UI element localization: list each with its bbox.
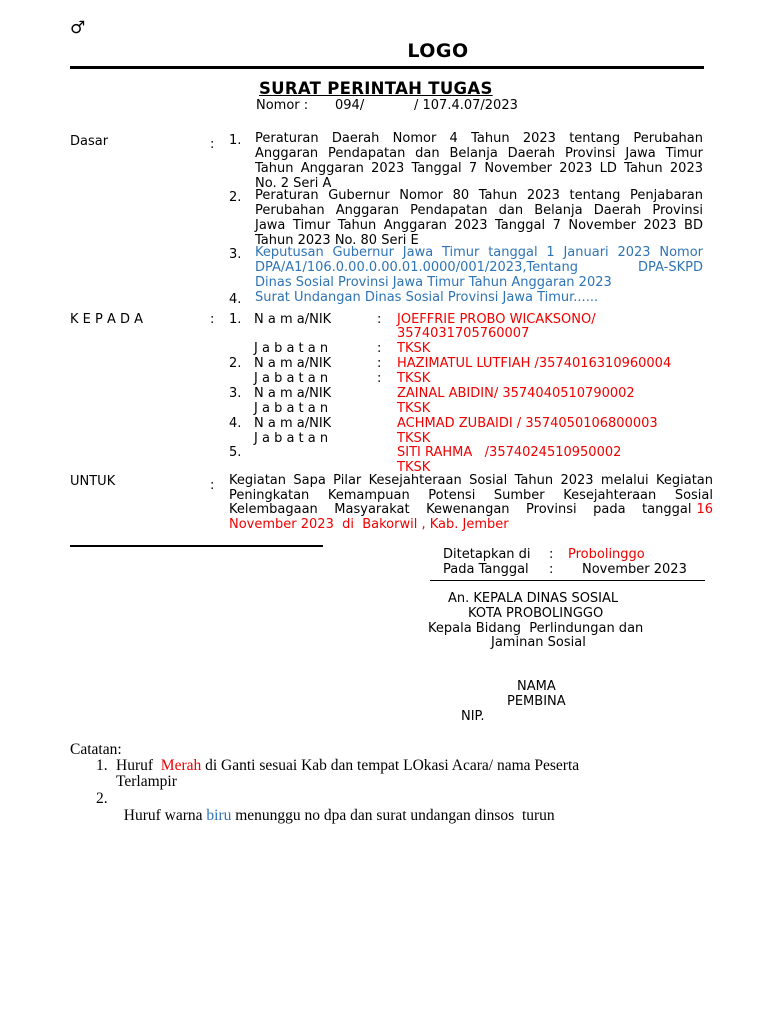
dasar-item-1-line-4: No. 2 Seri A — [255, 176, 332, 191]
signature-line-1: An. KEPALA DINAS SOSIAL — [448, 591, 619, 606]
person-1-jabatan: TKSK — [397, 341, 431, 356]
nomor-suffix: / 107.4.07/2023 — [414, 98, 518, 113]
untuk-line-4: November 2023 di Bakorwil , Kab. Jember — [229, 517, 509, 532]
catatan-blue-word: biru — [206, 807, 232, 824]
dasar-item-3-number: 3. — [229, 247, 242, 262]
person-1-nik: 3574031705760007 — [397, 326, 530, 341]
dasar-item-1-number: 1. — [229, 133, 242, 148]
signature-line-3: Kepala Bidang Perlindungan dan — [428, 621, 644, 636]
dasar-item-2-line-4: Tahun 2023 No. 80 Seri E — [255, 233, 419, 248]
person-3-name: ZAINAL ABIDIN/ 3574040510790002 — [397, 386, 635, 401]
untuk-line-1: Kegiatan Sapa Pilar Kesejahteraan Sosial Tahun 2023 melalui Kegiatan — [229, 473, 713, 488]
person-2-jabatan-label: J a b a t a n — [254, 371, 329, 386]
person-3-name-label: N a m a/NIK — [254, 386, 332, 401]
person-1-number: 1. — [229, 312, 242, 327]
catatan-title: Catatan: — [70, 741, 122, 758]
header-rule — [70, 66, 704, 69]
signatory-name: NAMA — [517, 679, 556, 694]
catatan-item-2-number: 2. — [96, 790, 108, 807]
dasar-item-1-line-2: Anggaran Pendapatan dan Belanja Daerah Provinsi Jawa Timur — [255, 146, 703, 161]
ditetapkan-label: Ditetapkan di — [443, 547, 531, 562]
signatory-nip: NIP. — [461, 709, 485, 724]
dasar-item-3-line-2: DPA/A1/106.0.00.0.00.01.0000/001/2023,Tentang DPA-SKPD — [255, 260, 703, 275]
dasar-item-1-line-1: Peraturan Daerah Nomor 4 Tahun 2023 tentang Perubahan — [255, 131, 703, 146]
person-4-name: ACHMAD ZUBAIDI / 3574050106800003 — [397, 416, 658, 431]
person-2-name-colon: : — [377, 356, 382, 371]
person-1-name: JOEFFRIE PROBO WICAKSONO/ — [397, 312, 596, 327]
tanggal-colon: : — [549, 562, 554, 577]
section-divider — [70, 545, 323, 547]
dasar-item-3-line-3: Dinas Sosial Provinsi Jawa Timur Tahun Anggaran 2023 — [255, 275, 612, 290]
person-3-jabatan: TKSK — [397, 401, 431, 416]
person-5-number: 5. — [229, 445, 242, 460]
logo-placeholder: LOGO — [407, 40, 469, 62]
catatan-item-1-lead: Huruf — [116, 757, 154, 774]
person-5-jabatan: TKSK — [397, 460, 431, 475]
dasar-label: Dasar — [70, 134, 109, 149]
person-2-jabatan-colon: : — [377, 371, 382, 386]
catatan-item-2 — [116, 790, 555, 824]
person-5-name: SITI RAHMA /3574024510950002 — [397, 445, 622, 460]
dasar-item-2-number: 2. — [229, 190, 242, 205]
person-2-number: 2. — [229, 356, 242, 371]
dasar-item-2-line-3: Jawa Timur Tahun Anggaran 2023 Tanggal 7 November 2023 BD — [255, 218, 703, 233]
catatan-item-1-number: 1. — [96, 757, 108, 774]
dasar-item-2-line-1: Peraturan Gubernur Nomor 80 Tahun 2023 tentang Penjabaran — [255, 188, 703, 203]
person-4-name-label: N a m a/NIK — [254, 416, 332, 431]
page-title: SURAT PERINTAH TUGAS — [259, 79, 493, 98]
person-1-name-colon: : — [377, 312, 382, 327]
signature-line-2: KOTA PROBOLINGGO — [468, 606, 604, 621]
untuk-line-3 — [229, 502, 713, 517]
kepada-label: K E P A D A — [70, 312, 144, 327]
signatory-rank: PEMBINA — [507, 694, 566, 709]
ditetapkan-rule — [430, 580, 705, 581]
dasar-colon: : — [210, 137, 215, 152]
person-2-name-label: N a m a/NIK — [254, 356, 332, 371]
untuk-date-day: 16 — [696, 502, 713, 517]
catatan-item-1-text: di Ganti sesuai Kab dan tempat LOkasi Acara/ nama Peserta — [205, 757, 580, 774]
catatan-item-2-text: menunggu no dpa dan surat undangan dinsos turun — [235, 807, 555, 824]
dasar-item-4-line-1: Surat Undangan Dinas Sosial Provinsi Jawa Timur...... — [255, 290, 599, 305]
kepada-colon: : — [210, 312, 215, 327]
person-2-name: HAZIMATUL LUTFIAH /3574016310960004 — [397, 356, 672, 371]
dasar-item-1-line-3: Tahun Anggaran 2023 Tanggal 7 November 2023 LD Tahun 2023 — [255, 161, 703, 176]
person-3-jabatan-label: J a b a t a n — [254, 401, 329, 416]
catatan-red-word: Merah — [160, 757, 202, 774]
untuk-label: UNTUK — [70, 474, 116, 489]
ditetapkan-colon: : — [549, 547, 554, 562]
dasar-item-2-line-2: Perubahan Anggaran Pendapatan dan Belanja Daerah Provinsi — [255, 203, 703, 218]
nomor-label: Nomor : — [256, 98, 309, 113]
person-2-jabatan: TKSK — [397, 371, 431, 386]
catatan-item-2-lead: Huruf warna — [123, 807, 203, 824]
untuk-line-2: Peningkatan Kemampuan Potensi Sumber Kesejahteraan Sosial — [229, 488, 713, 503]
untuk-colon: : — [210, 478, 215, 493]
tanggal-label: Pada Tanggal — [443, 562, 529, 577]
corner-symbol: ♂ — [70, 18, 86, 38]
ditetapkan-value: Probolinggo — [568, 547, 645, 562]
dasar-item-4-number: 4. — [229, 292, 242, 307]
untuk-line-3-text: Kelembagaan Masyarakat Kewenangan Provinsi pada tanggal — [229, 502, 692, 517]
person-1-jabatan-label: J a b a t a n — [254, 341, 329, 356]
person-1-name-label: N a m a/NIK — [254, 312, 332, 327]
person-4-jabatan: TKSK — [397, 431, 431, 446]
dasar-item-3-line-1: Keputusan Gubernur Jawa Timur tanggal 1 Januari 2023 Nomor — [255, 245, 703, 260]
catatan-item-1-cont: Terlampir — [116, 773, 177, 790]
signature-line-4: Jaminan Sosial — [491, 635, 586, 650]
person-4-number: 4. — [229, 416, 242, 431]
person-3-number: 3. — [229, 386, 242, 401]
person-1-jabatan-colon: : — [377, 341, 382, 356]
tanggal-value: November 2023 — [582, 562, 687, 577]
person-4-jabatan-label: J a b a t a n — [254, 431, 329, 446]
catatan-item-1 — [116, 757, 579, 774]
nomor-number: 094/ — [335, 98, 365, 113]
